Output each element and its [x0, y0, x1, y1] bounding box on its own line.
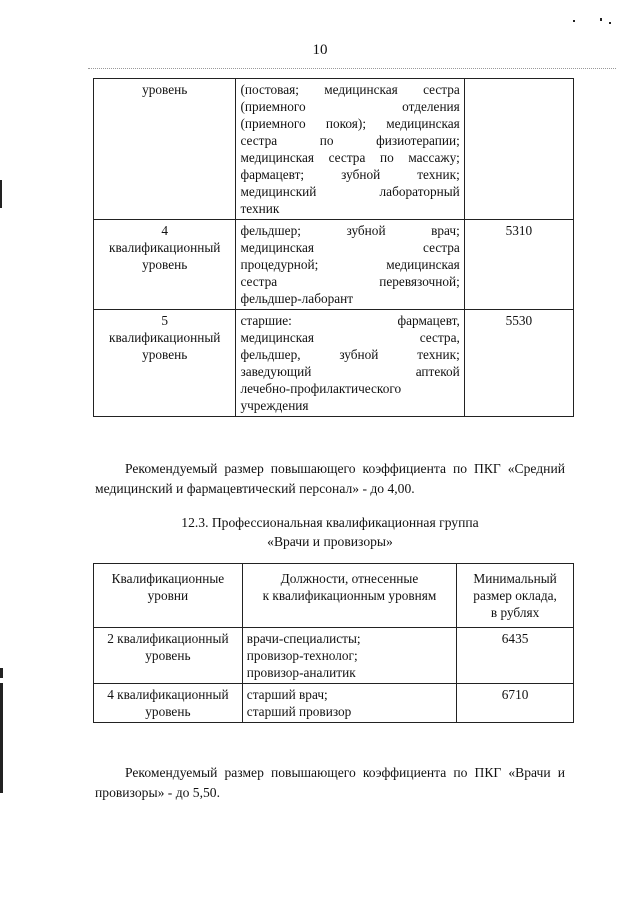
column-header-line: Минимальный — [473, 571, 557, 586]
column-header-line: к квалификационным уровням — [262, 588, 437, 603]
scan-speck — [609, 22, 611, 24]
position-line: медицинская сестра, — [240, 330, 460, 345]
column-header-line: Квалификационные — [111, 571, 225, 586]
column-header — [457, 564, 574, 628]
salary-cell: 6435 — [457, 628, 574, 684]
level-cell — [94, 220, 236, 310]
nursing-staff-table — [93, 78, 574, 417]
section-heading — [95, 513, 565, 551]
position-line: врачи-специалисты; — [246, 631, 361, 646]
section-heading-line: 12.3. Профессиональная квалификационная группа — [181, 515, 479, 530]
section-heading-line: «Врачи и провизоры» — [267, 534, 393, 549]
level-cell — [94, 684, 243, 723]
scan-edge-mark — [0, 668, 3, 678]
position-line: процедурной; медицинская — [240, 257, 460, 272]
position-line: медицинская сестра по массажу; — [240, 150, 460, 165]
position-line: (постовая; медицинская сестра — [240, 82, 460, 97]
level-line: уровень — [145, 648, 191, 663]
coefficient-paragraph-1: Рекомендуемый размер повышающего коэффициента по ПКГ «Средний медицинский и фармацевтический персонал» - до 4,00. — [95, 461, 565, 496]
positions-cell — [236, 310, 464, 417]
column-header-line: в рублях — [490, 605, 540, 620]
header-divider — [88, 68, 616, 69]
salary-cell: 6710 — [457, 684, 574, 723]
scan-speck — [600, 18, 602, 21]
level-line: уровень — [142, 82, 188, 97]
table-row — [94, 628, 574, 684]
coefficient-paragraph-2: Рекомендуемый размер повышающего коэффициента по ПКГ «Врачи и провизоры» - до 5,50. — [95, 765, 565, 800]
level-line: 4 — [161, 223, 169, 238]
level-line: 4 квалификационный — [107, 687, 229, 702]
level-line: 5 — [161, 313, 169, 328]
position-line: провизор-аналитик — [246, 665, 356, 680]
scan-speck — [573, 20, 575, 22]
position-line: сестра перевязочной; — [240, 274, 460, 289]
position-line: фельдшер; зубной врач; — [240, 223, 460, 238]
table-row — [94, 220, 574, 310]
level-cell — [94, 79, 236, 220]
position-line: фельдшер-лаборант — [240, 291, 354, 306]
position-line: старшие: фармацевт, — [240, 313, 460, 328]
positions-cell — [236, 220, 464, 310]
column-header — [242, 564, 456, 628]
position-line: провизор-технолог; — [246, 648, 358, 663]
column-header — [94, 564, 243, 628]
page-number: 10 — [312, 42, 328, 58]
level-cell — [94, 310, 236, 417]
position-line: техник — [240, 201, 280, 216]
scan-edge-mark — [0, 180, 2, 208]
column-header-line: Должности, отнесенные — [280, 571, 419, 586]
position-line: (приемного покоя); медицинская — [240, 116, 460, 131]
positions-cell — [242, 684, 456, 723]
salary-cell: 5310 — [464, 220, 573, 310]
position-line: сестра по физиотерапии; — [240, 133, 460, 148]
scan-edge-mark — [0, 683, 3, 793]
position-line: фармацевт; зубной техник; — [240, 167, 460, 182]
table-row — [94, 310, 574, 417]
column-header-line: уровни — [147, 588, 189, 603]
level-line: 2 квалификационный — [107, 631, 229, 646]
level-line: квалификационный — [109, 240, 221, 255]
salary-cell: 5530 — [464, 310, 573, 417]
position-line: медицинская сестра — [240, 240, 460, 255]
positions-cell — [242, 628, 456, 684]
position-line: (приемного отделения — [240, 99, 460, 114]
column-header-line: размер оклада, — [473, 588, 557, 603]
position-line: старший провизор — [246, 704, 352, 719]
level-line: квалификационный — [109, 330, 221, 345]
level-line: уровень — [142, 347, 188, 362]
position-line: фельдшер, зубной техник; — [240, 347, 460, 362]
position-line: лечебно-профилактического — [240, 381, 402, 396]
level-cell — [94, 628, 243, 684]
position-line: старший врач; — [246, 687, 328, 702]
level-line: уровень — [145, 704, 191, 719]
positions-cell — [236, 79, 464, 220]
salary-cell — [464, 79, 573, 220]
table-row — [94, 684, 574, 723]
position-line: заведующий аптекой — [240, 364, 460, 379]
table-row — [94, 79, 574, 220]
doctors-pharmacists-table — [93, 563, 574, 723]
level-line: уровень — [142, 257, 188, 272]
position-line: учреждения — [240, 398, 309, 413]
table-header-row — [94, 564, 574, 628]
position-line: медицинский лабораторный — [240, 184, 460, 199]
